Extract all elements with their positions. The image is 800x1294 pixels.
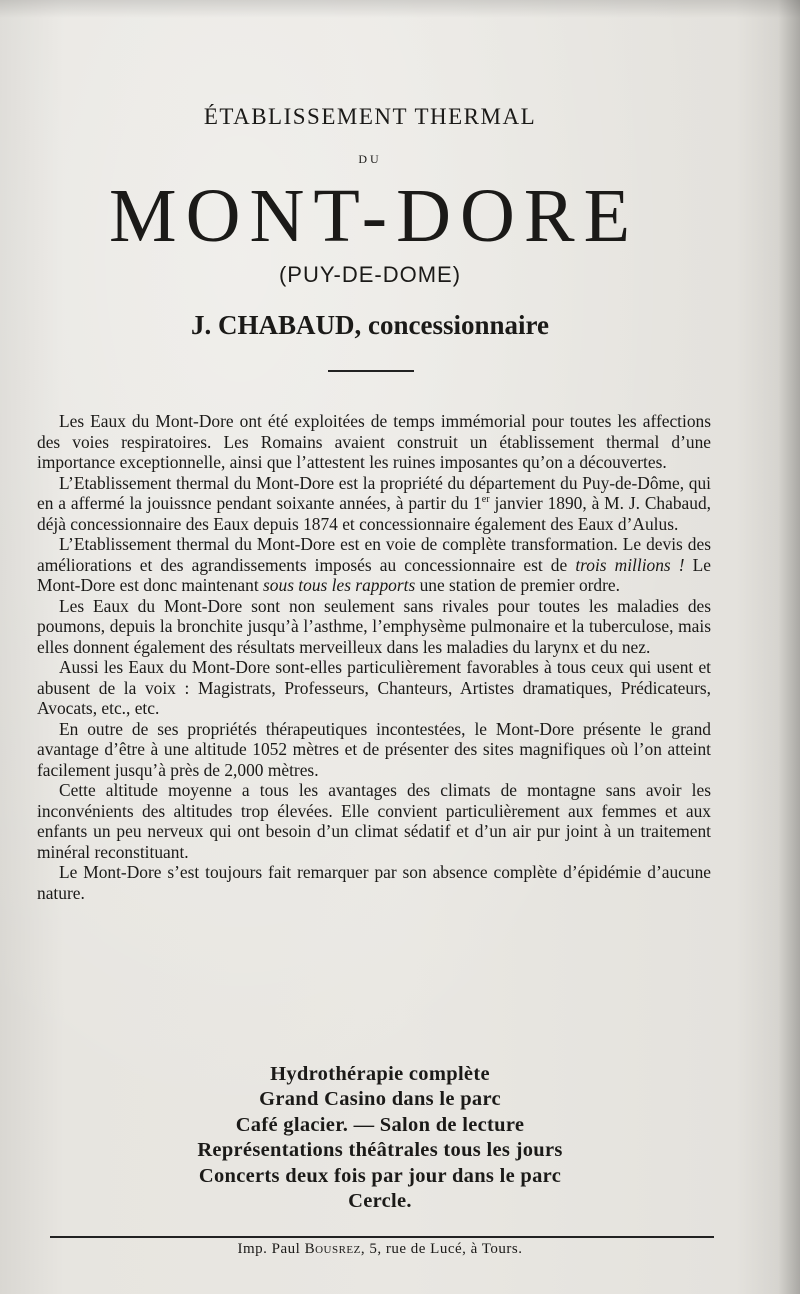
paragraph-1: Les Eaux du Mont-Dore ont été exploitées de temps immémorial pour toutes les affections des voies respiratoires. Les Romains avaient construit un établissement thermal d’une importance exceptionnelle, ainsi que l’attestent les ruines imposantes qu’on a découvertes.: [37, 411, 711, 472]
heading-proprietor: J. CHABAUD, concessionnaire: [190, 310, 549, 340]
paragraph-5: Aussi les Eaux du Mont-Dore sont-elles particulièrement favorables à tous ceux qui usent et abusent de la voix : Magistrats, Professeurs, Chanteurs, Artistes dramatiques, Prédicateurs, Avocats, etc., etc.: [37, 657, 711, 718]
paragraph-2-part-a: L’Etablissement thermal du Mont-Dore est la propriété du département du Puy-de-Dôme, qui en a affermé la jouissnce pendant soixante années, à partir du 1: [37, 472, 711, 513]
heading-du: DU: [358, 152, 382, 166]
paragraph-3-part-b: Le Mont-Dore est donc maintenant: [37, 554, 712, 595]
paragraph-2-superscript: er: [481, 494, 490, 506]
paragraph-2-part-b: janvier 1890, à M. J. Chabaud, déjà concessionnaire des Eaux depuis 1874 et concessionnaire également des Eaux d’Aulus.: [37, 493, 711, 534]
paragraph-3-part-a: L’Etablissement thermal du Mont-Dore est en voie de complète transformation. Le devis des améliorations et des agrandissements imposés au concessionnaire est de: [37, 534, 711, 575]
amenity-item: Cercle.: [348, 1190, 412, 1213]
heading-title: MONT-DORE: [109, 174, 639, 258]
paragraph-7: Cette altitude moyenne a tous les avantages des climats de montagne sans avoir les inconvénients des altitudes trop élevées. Elle convient particulièrement aux femmes et aux enfants un peu nerveux qui ont besoin d’un climat sédatif et d’un air pur joint à un traitement minéral reconstituant.: [37, 780, 711, 862]
paragraph-6: En outre de ses propriétés thérapeutiques incontestées, le Mont-Dore présente le grand avantage d’être à une altitude 1052 mètres et de présenter des sites magnifiques où l’on atteint facilement jusqu’à près de 2,000 mètres.: [37, 718, 711, 780]
paragraph-2: [37, 473, 711, 535]
amenity-item: Hydrothérapie complète: [270, 1063, 490, 1085]
amenity-item: Concerts deux fois par jour dans le parc: [198, 1164, 562, 1187]
amenity-item: Représentations théâtrales tous les jours: [197, 1139, 563, 1162]
imprint-prefix: Imp. Paul: [237, 1241, 305, 1257]
heading-region: (PUY-DE-DOME): [278, 262, 462, 287]
paragraph-3-emphasis-1: trois millions !: [575, 554, 685, 575]
heading-establishment: ÉTABLISSEMENT THERMAL: [203, 104, 537, 129]
scan-shadow-right: [778, 0, 800, 1294]
paragraph-8: Le Mont-Dore s’est toujours fait remarquer par son absence complète d’épidémie d’aucune nature.: [37, 862, 711, 903]
amenities-list: [100, 1062, 660, 1214]
imprint-suffix: , 5, rue de Lucé, à Tours.: [360, 1241, 523, 1257]
divider-bottom: [50, 1236, 714, 1238]
paragraph-3-part-c: une station de premier ordre.: [415, 575, 620, 595]
paragraph-4: Les Eaux du Mont-Dore sont non seulement sans rivales pour toutes les maladies des poumons, depuis la bronchite jusqu’à l’asthme, l’emphysème pulmonaire et la tuberculose, mais elles donnent également des résultats merveilleux dans les maladies du larynx et du nez.: [37, 595, 711, 657]
paragraph-3-emphasis-2: sous tous les rapports: [263, 575, 416, 595]
paragraph-3: [37, 534, 711, 596]
amenity-item: Grand Casino dans le parc: [259, 1088, 501, 1111]
body-text: [37, 411, 711, 903]
scan-shadow-top: [0, 0, 800, 18]
amenity-item: Café glacier. — Salon de lecture: [235, 1113, 525, 1136]
printer-imprint: [0, 1241, 760, 1258]
divider-short: [328, 370, 414, 372]
imprint-printer-name: Bousrez: [304, 1241, 361, 1257]
